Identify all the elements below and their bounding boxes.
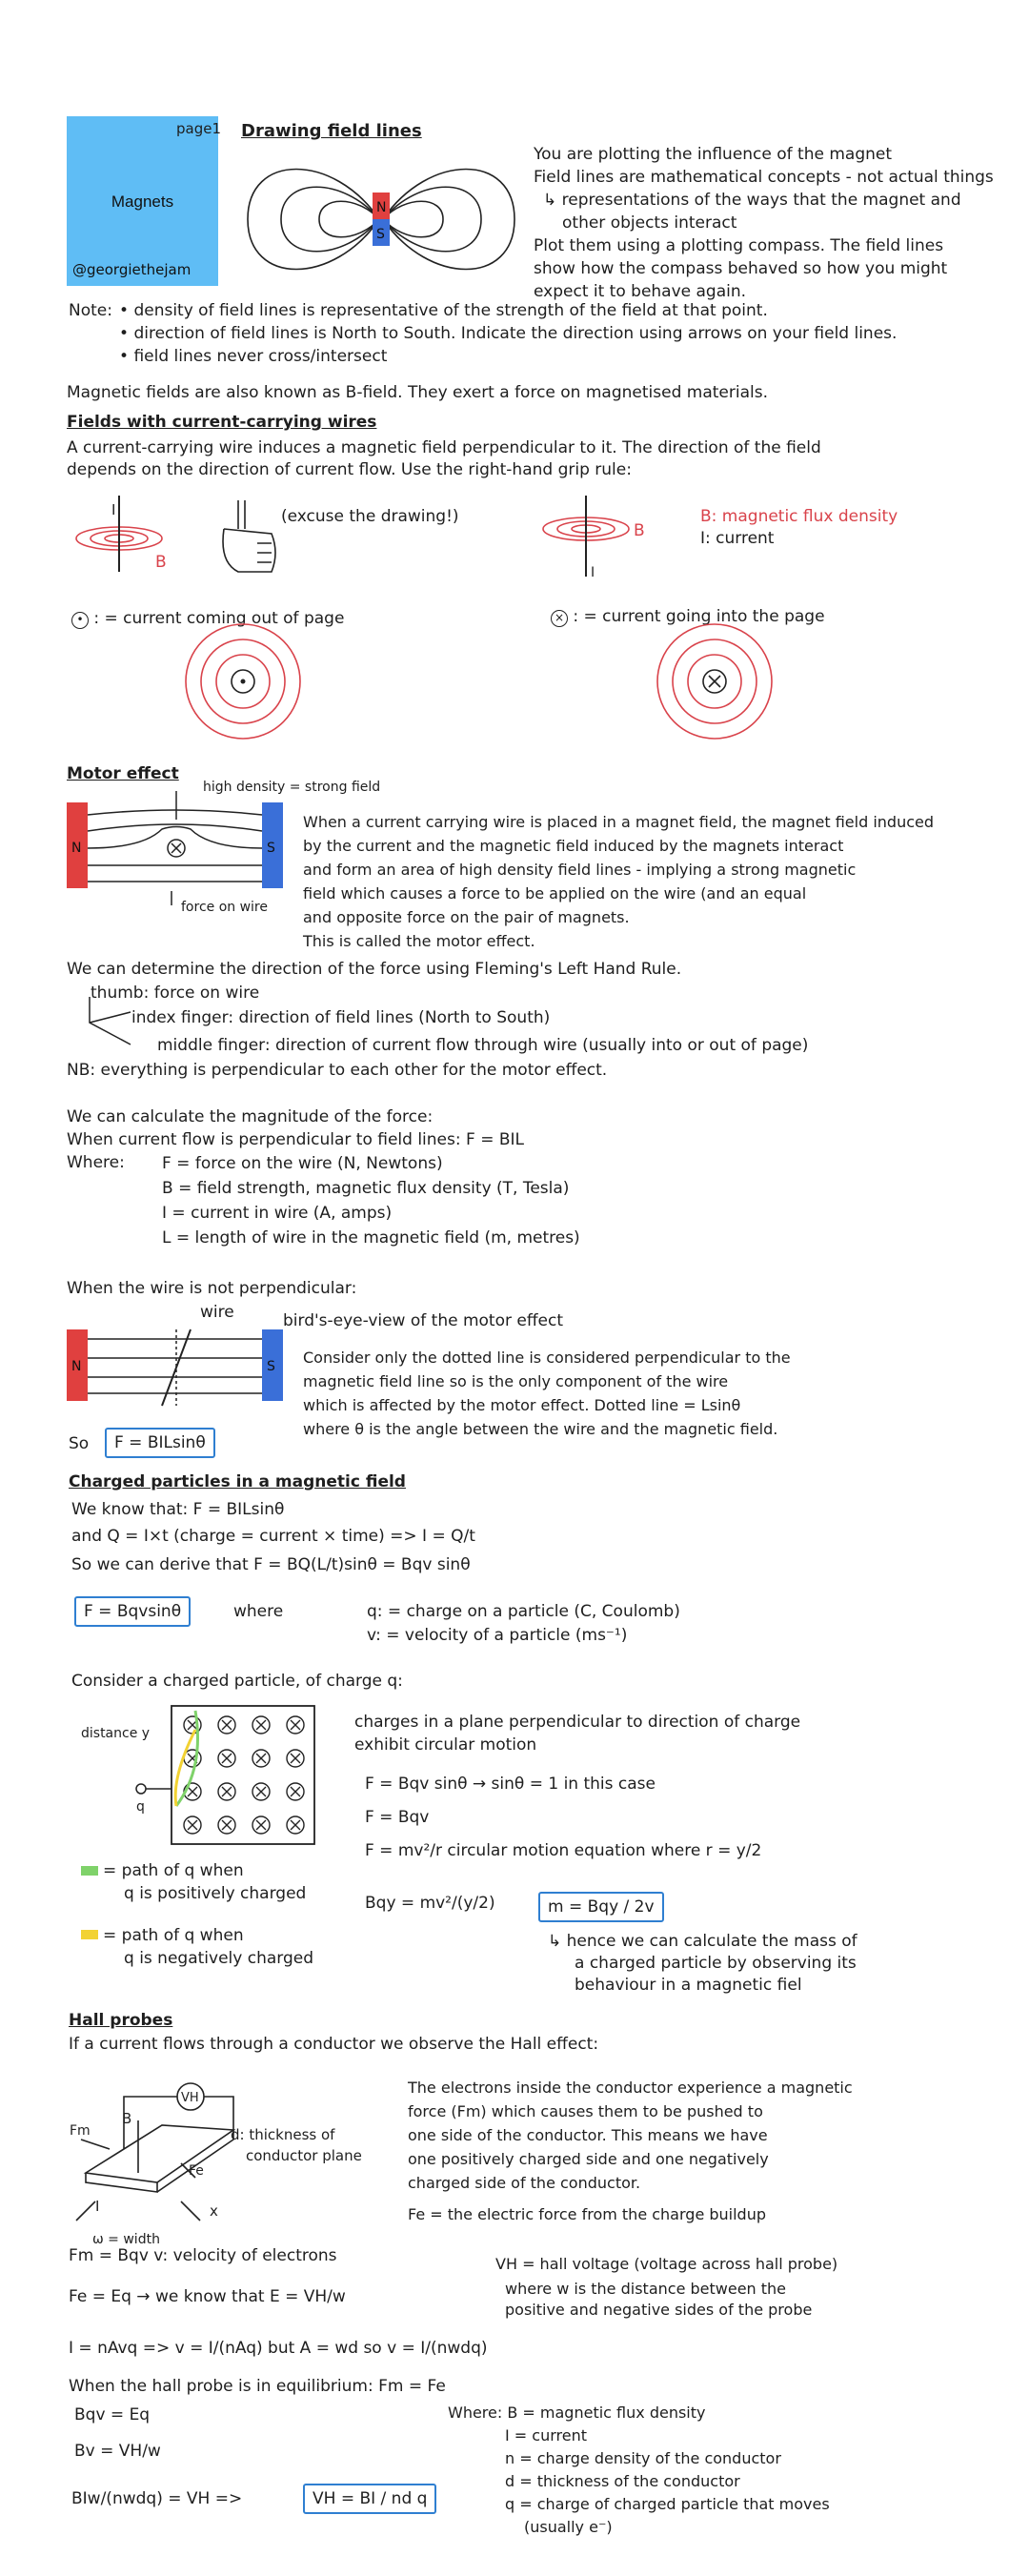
hence-1: ↳ hence we can calculate the mass of xyxy=(548,1932,858,1951)
np-n-label: N xyxy=(71,1359,82,1374)
charged-and: and Q = I×t (charge = current × time) => I = Q/t xyxy=(71,1527,475,1546)
birds-eye-label: bird's-eye-view of the motor effect xyxy=(283,1311,564,1330)
section-heading-charged: Charged particles in a magnetic field xyxy=(69,1472,406,1491)
right-hand-grip-icon xyxy=(214,496,281,577)
plane-line-1: charges in a plane perpendicular to direction of charge xyxy=(354,1713,801,1732)
charged-know: We know that: F = BILsinθ xyxy=(71,1500,285,1519)
wire-b-label: B xyxy=(155,553,167,572)
hall-intro: If a current flows through a conductor we observe the Hall effect: xyxy=(69,2035,599,2054)
motor-desc-line: When a current carrying wire is placed in a magnet field, the magnet field induced xyxy=(303,813,935,831)
motor-desc-line: and form an area of high density field lines - implying a strong magnetic xyxy=(303,861,857,879)
charged-q-def: q: = charge on a particle (C, Coulomb) xyxy=(367,1602,680,1621)
yellow-path-2: q is negatively charged xyxy=(124,1949,313,1968)
wire-label: wire xyxy=(200,1303,234,1322)
note-bullet: • density of field lines is representative of the strength of the field at that point. xyxy=(119,301,768,320)
hence-2: a charged particle by observing its xyxy=(575,1954,857,1973)
motor-effect-diagram xyxy=(67,801,295,905)
formula-hall-voltage: VH = BI / nd q xyxy=(303,2484,436,2514)
wires-intro-1: A current-carrying wire induces a magnetic field perpendicular to it. The direction of the field xyxy=(67,438,821,457)
hall-vh-label: VH xyxy=(181,2091,199,2105)
hall-eq-c: BIw/(nwdq) = VH => xyxy=(71,2489,243,2508)
into-page-cross xyxy=(256,1820,266,1830)
section-heading-hall: Hall probes xyxy=(69,2011,173,2030)
hall-where-title: Where: B = magnetic flux density xyxy=(448,2404,706,2422)
current-out-of-page-diagram xyxy=(181,619,305,743)
into-page-cross xyxy=(291,1754,300,1763)
circ-eq-1: F = Bqv sinθ → sinθ = 1 in this case xyxy=(365,1775,656,1794)
motor-s-label: S xyxy=(267,841,275,856)
into-page-cross xyxy=(222,1787,232,1796)
hall-desc-line: one positively charged side and one negatively xyxy=(408,2150,769,2168)
section-heading-field-lines: Drawing field lines xyxy=(241,121,422,141)
hall-vh-def: VH = hall voltage (voltage across hall probe) xyxy=(495,2255,838,2273)
yellow-path-swatch xyxy=(81,1930,98,1939)
into-page-cross xyxy=(291,1787,300,1796)
magnitude-def: F = force on the wire (N, Newtons) xyxy=(162,1154,443,1173)
motor-description xyxy=(303,810,934,953)
hall-desc-line: The electrons inside the conductor experience a magnetic xyxy=(408,2079,853,2097)
magnet-s-label: S xyxy=(376,227,385,242)
wire-field-diagram-right xyxy=(538,491,662,586)
wire-i-label-right: I xyxy=(591,565,595,580)
np-desc-line: which is affected by the motor effect. Dotted line = Lsinθ xyxy=(303,1396,741,1414)
hall-w-width: ω = width xyxy=(92,2232,160,2247)
circ-eq-2: F = Bqv xyxy=(365,1808,430,1827)
formula-bilsin: F = BILsinθ xyxy=(105,1428,215,1458)
hall-current-eq: I = nAvq => v = I/(nAq) but A = wd so v = I/(nwdq) xyxy=(69,2339,488,2358)
not-perpendicular-diagram xyxy=(67,1325,286,1410)
note-line: Plot them using a plotting compass. The field lines xyxy=(534,236,944,255)
hall-eq-b: Bv = VH/w xyxy=(74,2442,161,2461)
page-number: page1 xyxy=(176,120,222,137)
hall-where-def: n = charge density of the conductor xyxy=(505,2449,781,2467)
cover-thumbnail xyxy=(67,116,218,286)
hall-description xyxy=(408,2076,853,2195)
hall-x-label: x xyxy=(210,2202,218,2220)
wire-b-label-right: B xyxy=(634,521,645,540)
hall-eq-a: Bqv = Eq xyxy=(74,2405,151,2424)
magnitude-def: L = length of wire in the magnetic field (m, metres) xyxy=(162,1228,580,1247)
hence-3: behaviour in a magnetic fiel xyxy=(575,1976,802,1995)
note-bullets xyxy=(119,299,897,368)
hall-where-def: (usually e⁻) xyxy=(524,2518,613,2536)
so-label: So xyxy=(69,1434,90,1453)
hall-w-def-2: positive and negative sides of the probe xyxy=(505,2301,813,2319)
plane-line-2: exhibit circular motion xyxy=(354,1735,537,1755)
hall-fe-label: Fe xyxy=(189,2163,204,2179)
wire-i-label: I xyxy=(111,501,116,518)
hall-fe-eq: Fe = Eq → we know that E = VH/w xyxy=(69,2287,346,2306)
magnitude-where: Where: xyxy=(67,1153,125,1172)
excuse-text: (excuse the drawing!) xyxy=(281,507,459,526)
motor-desc-line: and opposite force on the pair of magnets. xyxy=(303,908,630,926)
motor-n-label: N xyxy=(71,841,82,856)
wires-intro-2: depends on the direction of current flow. Use the right-hand grip rule: xyxy=(67,460,632,479)
charged-particle-diagram xyxy=(124,1701,324,1858)
green-path-swatch xyxy=(81,1866,98,1876)
section-heading-motor-effect: Motor effect xyxy=(67,764,179,783)
magnitude-line-1: We can calculate the magnitude of the force: xyxy=(67,1107,434,1126)
hall-probe-diagram xyxy=(67,2059,257,2249)
magnitude-def: B = field strength, magnetic flux density (T, Tesla) xyxy=(162,1179,570,1198)
hall-b-label: B xyxy=(122,2110,132,2127)
fleming-middle: middle finger: direction of current flow through wire (usually into or out of page) xyxy=(157,1036,809,1055)
into-page-cross xyxy=(188,1820,197,1830)
wire-field-diagram-left xyxy=(71,491,186,577)
np-s-label: S xyxy=(267,1359,275,1374)
into-page-cross xyxy=(222,1820,232,1830)
into-page-cross xyxy=(222,1754,232,1763)
section-heading-wires: Fields with current-carrying wires xyxy=(67,413,377,432)
particle-q-label: q xyxy=(136,1799,145,1815)
note-line: expect it to behave again. xyxy=(534,282,747,301)
green-path-1: = path of q when xyxy=(103,1861,244,1880)
np-desc-line: Consider only the dotted line is considered perpendicular to the xyxy=(303,1349,791,1367)
into-page-cross xyxy=(256,1787,266,1796)
cover-title: Magnets xyxy=(111,193,174,211)
high-density-label: high density = strong field xyxy=(203,780,381,795)
hall-desc-line: one side of the conductor. This means we have xyxy=(408,2126,768,2144)
hall-i-label: I xyxy=(95,2198,100,2215)
motor-desc-line: field which causes a force to be applied on the wire (and an equal xyxy=(303,884,807,903)
np-desc-line: magnetic field line so is the only component of the wire xyxy=(303,1372,729,1390)
legend-i: I: current xyxy=(700,529,775,548)
note-line: ↳ representations of the ways that the magnet and xyxy=(543,191,961,210)
hall-desc-line: charged side of the conductor. xyxy=(408,2174,641,2192)
fleming-nb: NB: everything is perpendicular to each other for the motor effect. xyxy=(67,1061,608,1080)
fleming-thumb: thumb: force on wire xyxy=(91,984,260,1003)
note-bullet: • direction of field lines is North to South. Indicate the direction using arrows on your field lines. xyxy=(119,324,898,343)
hall-where-def: I = current xyxy=(505,2426,588,2444)
hall-equilibrium: When the hall probe is in equilibrium: Fm = Fe xyxy=(69,2377,446,2396)
consider-line: Consider a charged particle, of charge q: xyxy=(71,1672,403,1691)
formula-mass: m = Bqy / 2v xyxy=(538,1892,664,1922)
circ-eq-4: Bqy = mv²/(y/2) xyxy=(365,1894,495,1913)
magnet-n-label: N xyxy=(376,200,387,215)
into-page-cross xyxy=(256,1720,266,1730)
distance-label: distance y xyxy=(81,1726,151,1741)
note-line: Field lines are mathematical concepts - not actual things xyxy=(534,168,994,187)
current-into-page-diagram xyxy=(653,619,777,743)
green-path-2: q is positively charged xyxy=(124,1884,307,1903)
note-bullet: • field lines never cross/intersect xyxy=(119,347,388,366)
magnitude-line-2: When current flow is perpendicular to field lines: F = BIL xyxy=(67,1130,524,1149)
hall-desc-line: force (Fm) which causes them to be pushed to xyxy=(408,2102,763,2120)
note-label: Note: xyxy=(69,301,112,320)
note-line: You are plotting the influence of the magnet xyxy=(534,145,893,164)
hall-fm-eq: Fm = Bqv v: velocity of electrons xyxy=(69,2246,337,2265)
hall-where-def: q = charge of charged particle that moves xyxy=(505,2495,830,2513)
field-line-notes xyxy=(534,143,1010,303)
motor-desc-line: by the current and the magnetic field induced by the magnets interact xyxy=(303,837,844,855)
circ-eq-3: F = mv²/r circular motion equation where r = y/2 xyxy=(365,1841,762,1860)
fleming-line: We can determine the direction of the force using Fleming's Left Hand Rule. xyxy=(67,960,682,979)
magnitude-defs xyxy=(162,1151,580,1250)
charged-where: where xyxy=(233,1602,284,1621)
bar-magnet-field-diagram xyxy=(238,143,524,295)
force-on-wire-label: force on wire xyxy=(181,900,268,915)
cover-handle: @georgiethejam xyxy=(72,261,192,278)
charged-derive: So we can derive that F = BQ(L/t)sinθ = Bqv sinθ xyxy=(71,1555,471,1574)
into-page-cross xyxy=(291,1720,300,1730)
out-of-page-label: • : = current coming out of page xyxy=(71,607,344,630)
hall-w-def-1: where w is the distance between the xyxy=(505,2280,787,2298)
fleming-index: index finger: direction of field lines (North to South) xyxy=(131,1008,551,1027)
magnitude-def: I = current in wire (A, amps) xyxy=(162,1204,393,1223)
not-perp-line: When the wire is not perpendicular: xyxy=(67,1279,357,1298)
into-page-cross xyxy=(222,1720,232,1730)
into-page-cross xyxy=(256,1754,266,1763)
hall-fe-def: Fe = the electric force from the charge buildup xyxy=(408,2205,767,2223)
into-page-cross xyxy=(291,1820,300,1830)
charged-v-def: v: = velocity of a particle (ms⁻¹) xyxy=(367,1626,628,1645)
hall-where-def: d = thickness of the conductor xyxy=(505,2472,740,2490)
not-perp-description xyxy=(303,1346,791,1441)
legend-b: B: magnetic flux density xyxy=(700,507,898,526)
note-line: show how the compass behaved so how you might xyxy=(534,259,948,278)
hall-fm-label: Fm xyxy=(70,2123,91,2139)
hall-d-label: d: thickness of xyxy=(231,2126,335,2143)
bfield-text: Magnetic fields are also known as B-field. They exert a force on magnetised materials. xyxy=(67,383,768,402)
hall-d-label-2: conductor plane xyxy=(246,2147,362,2164)
motor-desc-line: This is called the motor effect. xyxy=(303,932,535,950)
note-line: other objects interact xyxy=(562,213,737,233)
yellow-path-1: = path of q when xyxy=(103,1926,244,1945)
into-page-cross xyxy=(188,1787,197,1796)
into-page-label: × : = current going into the page xyxy=(551,605,825,628)
fleming-arrows xyxy=(78,989,164,1046)
np-desc-line: where θ is the angle between the wire and the magnetic field. xyxy=(303,1420,778,1438)
hall-where xyxy=(448,2402,830,2539)
formula-bqvsin: F = Bqvsinθ xyxy=(74,1596,191,1627)
